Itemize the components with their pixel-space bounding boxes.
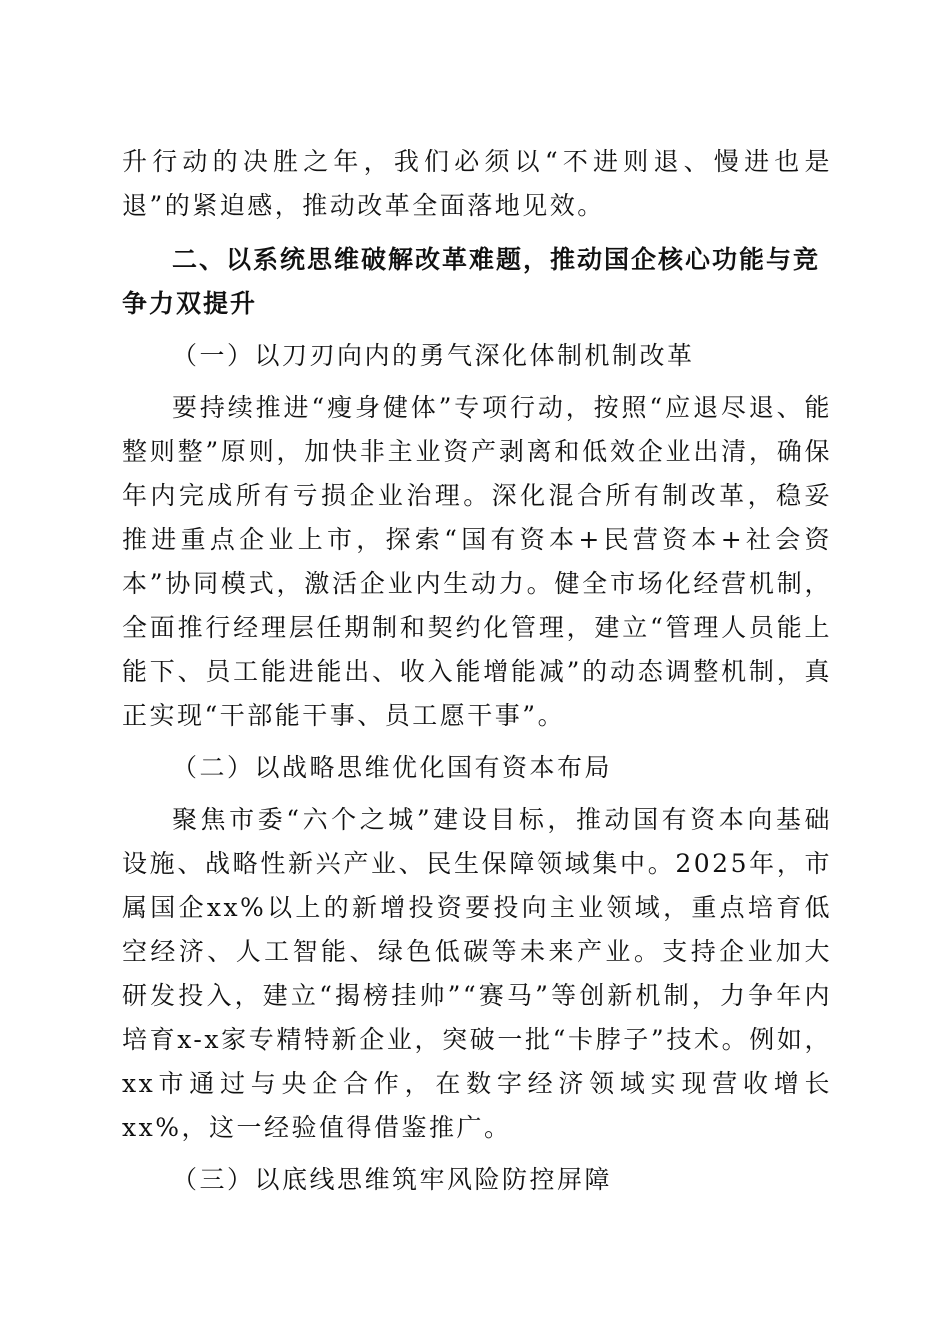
subsection-body-2: 聚焦市委“六个之城”建设目标，推动国有资本向基础设施、战略性新兴产业、民生保障领域集中。2025年，市属国企xx%以上的新增投资要投向主业领域，重点培育低空经济、人工智能、绿色低碳等未来产业。支持企业加大研发投入，建立“揭榜挂帅”“赛马”等创新机制，力争年内培育x-x家专精特新企业，突破一批“卡脖子”技术。例如，xx市通过与央企合作，在数字经济领域实现营收增长xx%，这一经验值得借鉴推广。	[122, 805, 832, 1142]
continuation-paragraph: 升行动的决胜之年，我们必须以“不进则退、慢进也是退”的紧迫感，推动改革全面落地见效。	[122, 147, 832, 220]
subsection-body-1: 要持续推进“瘦身健体”专项行动，按照“应退尽退、能整则整”原则，加快非主业资产剥离和低效企业出清，确保年内完成所有亏损企业治理。深化混合所有制改革，稳妥推进重点企业上市，探索“国有资本+民营资本+社会资本”协同模式，激活企业内生动力。健全市场化经营机制，全面推行经理层任期制和契约化管理，建立“管理人员能上能下、员工能进能出、收入能增能减”的动态调整机制，真正实现“干部能干事、员工愿干事”。	[122, 393, 832, 730]
document-page	[122, 140, 832, 1210]
subsection-heading-2: （二）以战略思维优化国有资本布局	[172, 753, 613, 782]
subsection-heading-3: （三）以底线思维筑牢风险防控屏障	[172, 1165, 613, 1194]
subsection-heading-1: （一）以刀刃向内的勇气深化体制机制改革	[172, 341, 695, 370]
section-heading: 二、以系统思维破解改革难题，推动国企核心功能与竞争力双提升	[122, 245, 821, 318]
